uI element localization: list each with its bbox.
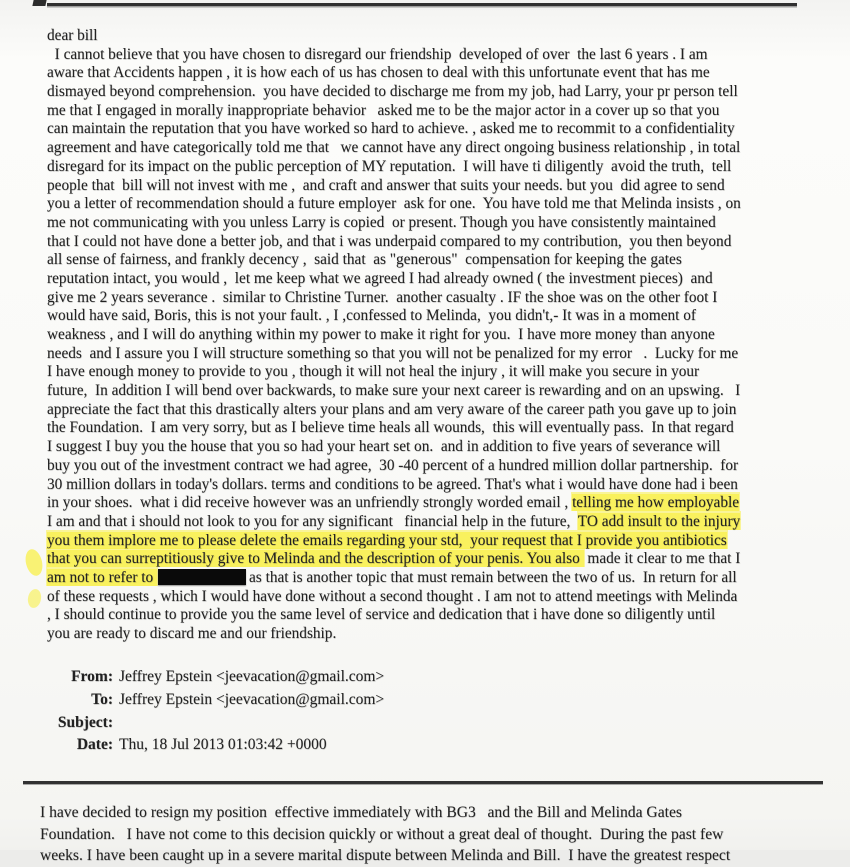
highlighted-text: am not to refer to — [47, 568, 158, 586]
second-message-line: Foundation. I have not come to this decision quickly or without a great deal of thought. During the past few — [40, 825, 724, 843]
letter-line — [47, 625, 817, 644]
second-message-line: weeks. I have been caught up in a severe marital dispute between Melinda and Bill. I have the greatest respect — [40, 847, 731, 864]
letter-text: dear bill — [47, 27, 98, 44]
letter-text: agreement and have categorically told me that we cannot have any direct ongoing business relationship , in total — [47, 139, 741, 157]
letter-line — [47, 457, 817, 476]
letter-text: people that bill will not invest with me , and craft and answer that suits your needs. but you did agree to send — [47, 176, 725, 194]
middle-horizontal-rule — [23, 781, 823, 784]
top-horizontal-rule — [47, 3, 797, 6]
letter-line — [47, 195, 817, 214]
letter-text: of these requests , which I would have done without a second thought . I am not to attend meetings with Melinda — [47, 587, 738, 605]
email-header-value — [113, 714, 119, 731]
letter-text: in your shoes. what i did receive however was an unfriendly strongly worded email , — [47, 494, 573, 512]
letter-line — [47, 606, 817, 625]
letter-text: appreciate the fact that this drastically alters your plans and am very aware of the career path you gave up to join — [47, 400, 737, 418]
email-header-row — [0, 734, 384, 757]
letter-text: made it clear to me that I — [583, 550, 741, 568]
letter-text: that I could not have done a better job, and that i was underpaid compared to my contribution, you then beyond — [47, 232, 732, 250]
letter-text: can maintain the reputation that you have worked so hard to achieve. , asked me to recommit to a confidentiality — [47, 120, 735, 138]
letter-text: you are ready to discard me and our friendship. — [47, 625, 337, 642]
letter-line — [47, 419, 817, 438]
letter-text: future, In addition I will bend over backwards, to make sure your next career is rewarding and on an upswing. I — [47, 382, 741, 400]
letter-line — [47, 233, 817, 252]
letter-line — [47, 382, 817, 401]
letter-line — [47, 270, 817, 289]
letter-text: I am and that i should not look to you for any significant financial help in the future, — [47, 512, 578, 530]
letter-text: me that I engaged in morally inappropriate behavior asked me to be the major actor in a cover up so that you — [47, 101, 720, 119]
letter-text: , I should continue to provide you the same level of service and dedication that i have done so diligently until — [47, 606, 716, 624]
letter-text: weakness , and I will do anything within my power to make it right for you. I have more money than anyone — [47, 326, 715, 343]
letter-text: me not communicating with you unless Larry is copied or present. Though you have consistently maintained — [47, 213, 716, 231]
letter-line — [47, 345, 817, 364]
scan-artifact-mark — [32, 0, 46, 6]
email-header-label: Subject: — [57, 713, 113, 731]
highlighted-text: TO add insult to the injury — [577, 512, 741, 530]
highlighter-stroke-tail — [26, 588, 42, 609]
email-header-value: Jeffrey Epstein <jeevacation@gmail.com> — [119, 690, 385, 708]
email-header-row — [0, 666, 384, 689]
letter-line — [47, 139, 817, 158]
email-header-value: Jeffrey Epstein <jeevacation@gmail.com> — [119, 668, 385, 685]
redaction-bar — [158, 569, 246, 585]
email-header-label: To: — [91, 690, 113, 708]
letter-text: reputation intact, you would , let me keep what we agreed I had already owned ( the investment pieces) and — [47, 269, 713, 287]
letter-text: buy you out of the investment contract we had agree, 30 -40 percent of a hundred million dollar partnership. for — [47, 456, 739, 474]
letter-line — [47, 550, 817, 569]
letter-line — [47, 363, 817, 382]
letter-line — [47, 158, 817, 177]
letter-text: all sense of fairness, and frankly decency , said that as "generous" compensation for keeping the gates — [47, 251, 682, 269]
email-header-label: From: — [71, 668, 113, 685]
letter-text: would have said, Boris, this is not your fault. , I ,confessed to Melinda, you didn't,- It was in a moment of — [47, 307, 696, 325]
letter-text: disregard for its impact on the public perception of MY reputation. I will have ti diligently avoid the truth, tell — [47, 157, 732, 175]
letter-line — [47, 83, 817, 102]
letter-line — [47, 307, 817, 326]
letter-line — [47, 64, 817, 83]
letter-line — [47, 102, 817, 121]
letter-line — [47, 476, 817, 495]
letter-line — [47, 438, 817, 457]
letter-text: 30 million dollars in today's dollars. terms and conditions to be agreed. That's what i would have done had i been — [47, 475, 738, 493]
letter-line — [47, 120, 817, 139]
letter-line — [47, 177, 817, 196]
email-header-row — [0, 689, 384, 712]
letter-text: the Foundation. I am very sorry, but as I believe time heals all wounds, this will eventually pass. In that regard — [47, 419, 734, 437]
email-header-label: Date: — [76, 736, 113, 754]
letter-text: as that is another topic that must remain between the two of us. In return for all — [249, 568, 737, 586]
letter-line — [47, 289, 817, 308]
letter-line — [47, 27, 817, 46]
letter-text: you a letter of recommendation should a future employer ask for one. You have told me that Melinda insists , on — [47, 195, 741, 213]
letter-line — [47, 214, 817, 233]
letter-line — [47, 401, 817, 420]
letter-line — [47, 532, 817, 551]
letter-line — [47, 513, 817, 532]
highlighter-stroke-tail — [23, 547, 45, 577]
highlighted-text: that you can surreptitiously give to Melinda and the description of your penis. You also — [47, 550, 584, 568]
letter-body — [47, 27, 817, 644]
letter-text: I have enough money to provide to you , though it will not heal the injury , it will make you secure in your — [47, 363, 700, 381]
highlighted-text: you them implore me to please delete the emails regarding your std, your request that I provide you antibiotics — [47, 531, 727, 549]
letter-line — [47, 588, 817, 607]
email-header-value: Thu, 18 Jul 2013 01:03:42 +0000 — [119, 736, 327, 754]
second-message-line: I have decided to resign my position effective immediately with BG3 and the Bill and Melinda Gates — [40, 804, 682, 821]
letter-line — [47, 494, 817, 513]
letter-line — [47, 46, 817, 65]
letter-text: dismayed beyond comprehension. you have decided to discharge me from my job, had Larry, your pr person tell — [47, 83, 738, 101]
second-message-body — [40, 802, 830, 867]
highlighted-text: telling me how employable — [572, 494, 740, 512]
letter-text: needs and I assure you I will structure something so that you will not be penalized for my error . Lucky for me — [47, 344, 739, 362]
letter-text: I cannot believe that you have chosen to disregard our friendship developed of over the last 6 years . I am — [47, 45, 708, 63]
email-header-block — [0, 666, 384, 757]
email-header-row — [0, 712, 384, 735]
letter-text: give me 2 years severance . similar to Christine Turner. another casualty . IF the shoe was on the other foot I — [47, 288, 718, 306]
letter-text: I suggest I buy you the house that you so had your heart set on. and in addition to five years of severance will — [47, 438, 721, 456]
letter-line — [47, 569, 817, 588]
letter-text: aware that Accidents happen , it is how each of us has chosen to deal with this unfortunate event that has me — [47, 64, 710, 82]
letter-line — [47, 326, 817, 345]
letter-line — [47, 251, 817, 270]
